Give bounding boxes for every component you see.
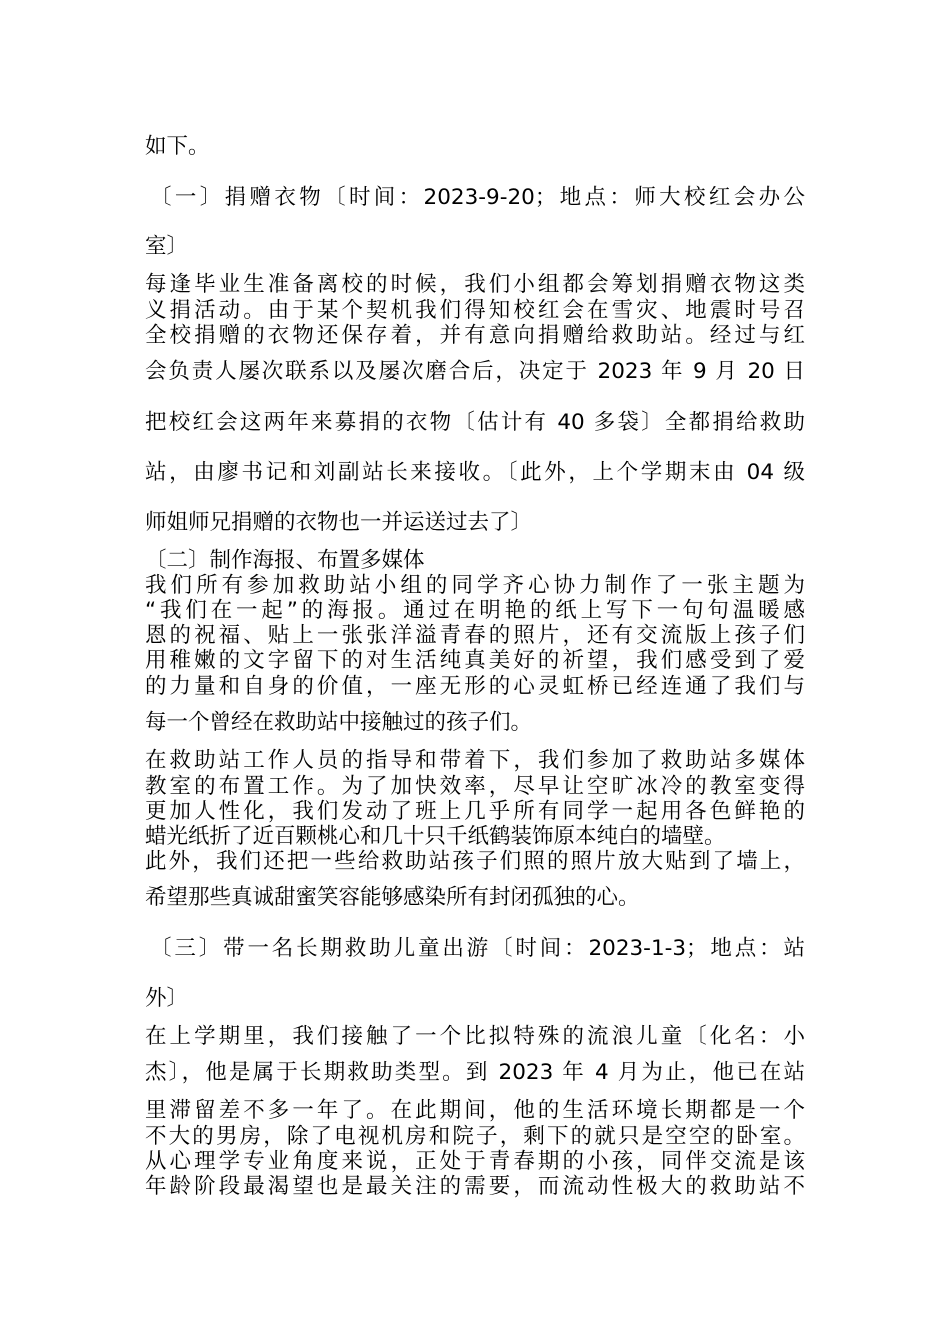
text-line: 室〕 xyxy=(145,234,189,259)
paragraph-line: 每逢毕业生准备离校的时候，我们小组都会筹划捐赠衣物这类 xyxy=(145,272,805,297)
text-line: 外〕 xyxy=(145,986,189,1011)
paragraph-line: 杰〕，他是属于长期救助类型。到 2023 年 4 月为止，他已在站 xyxy=(145,1060,805,1085)
paragraph-line: 蜡光纸折了近百颗桃心和几十只千纸鹤装饰原本纯白的墙壁。 xyxy=(145,824,726,849)
text-line: 如下。 xyxy=(145,134,210,159)
paragraph-line: 恩的祝福、贴上一张张洋溢青春的照片，还有交流版上孩子们 xyxy=(145,623,805,648)
paragraph-line: 教室的布置工作。为了加快效率，尽早让空旷冰冷的教室变得 xyxy=(145,774,805,799)
paragraph-line: 年龄阶段最渴望也是最关注的需要，而流动性极大的救助站不 xyxy=(145,1174,805,1199)
paragraph-line: 师姐师兄捐赠的衣物也一并运送过去了〕 xyxy=(145,510,533,535)
section-heading-1: 〔一〕捐赠衣物〔时间：2023-9-20；地点：师大校红会办公 xyxy=(150,185,805,210)
paragraph-line: 希望那些真诚甜蜜笑容能够感染所有封闭孤独的心。 xyxy=(145,885,640,910)
paragraph-line: 我们所有参加救助站小组的同学齐心协力制作了一张主题为 xyxy=(145,573,805,598)
section-heading-3: 〔三〕带一名长期救助儿童出游〔时间：2023-1-3；地点：站 xyxy=(150,936,805,961)
paragraph-line: 每一个曾经在救助站中接触过的孩子们。 xyxy=(145,710,533,735)
paragraph-line: 此外，我们还把一些给救助站孩子们照的照片放大贴到了墙上， xyxy=(145,849,805,874)
section-heading-2: 〔二〕制作海报、布置多媒体 xyxy=(145,548,425,573)
paragraph-line: “我们在一起”的海报。通过在明艳的纸上写下一句句温暖感 xyxy=(145,598,805,623)
paragraph-line: 用稚嫩的文字留下的对生活纯真美好的祈望，我们感受到了爱 xyxy=(145,648,805,673)
paragraph-line: 会负责人屡次联系以及屡次磨合后，决定于 2023 年 9 月 20 日 xyxy=(145,359,805,384)
paragraph-line: 全校捐赠的衣物还保存着，并有意向捐赠给救助站。经过与红 xyxy=(145,323,805,348)
paragraph-line: 从心理学专业角度来说，正处于青春期的小孩，同伴交流是该 xyxy=(145,1149,805,1174)
paragraph-line: 把校红会这两年来募捐的衣物〔估计有 40 多袋〕全都捐给救助 xyxy=(145,410,805,435)
paragraph-line: 义捐活动。由于某个契机我们得知校红会在雪灾、地震时号召 xyxy=(145,298,805,323)
paragraph-line: 更加人性化，我们发动了班上几乎所有同学一起用各色鲜艳的 xyxy=(145,799,805,824)
paragraph-line: 站，由廖书记和刘副站长来接收。〔此外，上个学期末由 04 级 xyxy=(145,460,805,485)
paragraph-line: 的力量和自身的价值，一座无形的心灵虹桥已经连通了我们与 xyxy=(145,674,805,699)
paragraph-line: 不大的男房，除了电视机房和院子，剩下的就只是空空的卧室。 xyxy=(145,1124,805,1149)
paragraph-line: 在上学期里，我们接触了一个比拟特殊的流浪儿童〔化名：小 xyxy=(145,1024,805,1049)
paragraph-line: 里滞留差不多一年了。在此期间，他的生活环境长期都是一个 xyxy=(145,1098,805,1123)
paragraph-line: 在救助站工作人员的指导和带着下，我们参加了救助站多媒体 xyxy=(145,748,805,773)
